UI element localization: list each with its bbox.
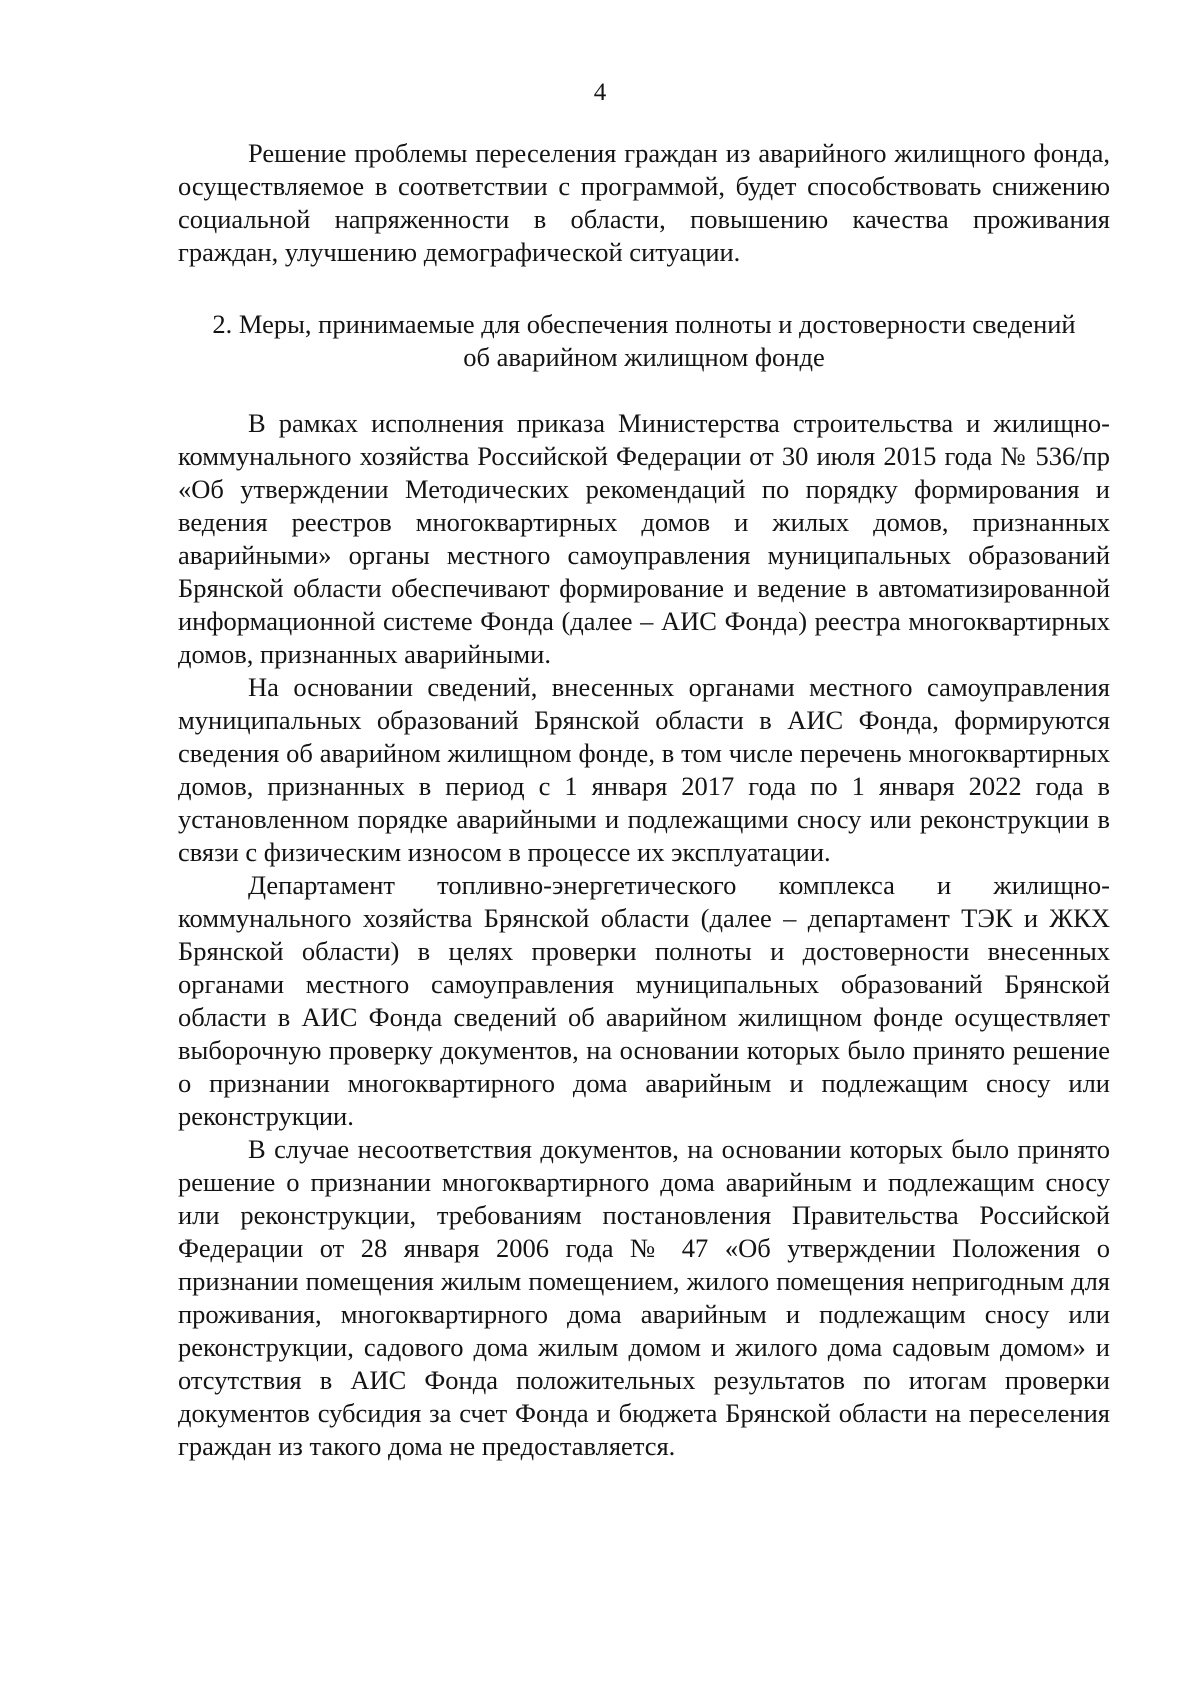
paragraph-department-check: Департамент топливно-энергетического комплекса и жилищно-коммунального хозяйства Брянской области (далее – департамент ТЭК и ЖКХ Брянской области) в целях проверки полноты и достоверности внесенных органами местного самоуправления муниципальных образований Брянской области в АИС Фонда сведений об аварийном жилищном фонде осуществляет выборочную проверку документов, на основании которых было принято решение о признании многоквартирного дома аварийным и подлежащим сносу или реконструкции. (178, 870, 1110, 1131)
paragraph-intro: Решение проблемы переселения граждан из аварийного жилищного фонда, осуществляемое в соответствии с программой, будет способствовать снижению социальной напряженности в области, повышению качества проживания граждан, улучшению демографической ситуации. (178, 138, 1110, 267)
paragraph-emergency-fund-info: На основании сведений, внесенных органами местного самоуправления муниципальных образований Брянской области в АИС Фонда, формируются сведения об аварийном жилищном фонде, в том числе перечень многоквартирных домов, признанных в период с 1 января 2017 года по 1 января 2022 года в установленном порядке аварийными и подлежащими сносу или реконструкции в связи с физическим износом в процессе их эксплуатации. (178, 672, 1110, 867)
section-heading-line-1: 2. Меры, принимаемые для обеспечения полноты и достоверности сведений (212, 309, 1076, 339)
section-heading-line-2: об аварийном жилищном фонде (463, 342, 825, 372)
paragraph-ais-registry: В рамках исполнения приказа Министерства строительства и жилищно-коммунального хозяйства Российской Федерации от 30 июля 2015 года № 536/пр «Об утверждении Методических рекомендаций по порядку формирования и ведения реестров многоквартирных домов и жилых домов, признанных аварийными» органы местного самоуправления муниципальных образований Брянской области обеспечивают формирование и ведение в автоматизированной информационной системе Фонда (далее – АИС Фонда) реестра многоквартирных домов, признанных аварийными. (178, 408, 1110, 669)
document-body (178, 137, 1110, 1463)
page-number: 4 (593, 79, 607, 106)
section-heading (178, 308, 1110, 374)
paragraph-non-compliance: В случае несоответствия документов, на основании которых было принято решение о признании многоквартирного дома аварийным и подлежащим сносу или реконструкции, требованиям постановления Правительства Российской Федерации от 28 января 2006 года № 47 «Об утверждении Положения о признании помещения жилым помещением, жилого помещения непригодным для проживания, многоквартирного дома аварийным и подлежащим сносу или реконструкции, садового дома жилым домом и жилого дома садовым домом» и отсутствия в АИС Фонда положительных результатов по итогам проверки документов субсидия за счет Фонда и бюджета Брянской области на переселения граждан из такого дома не предоставляется. (178, 1134, 1110, 1461)
